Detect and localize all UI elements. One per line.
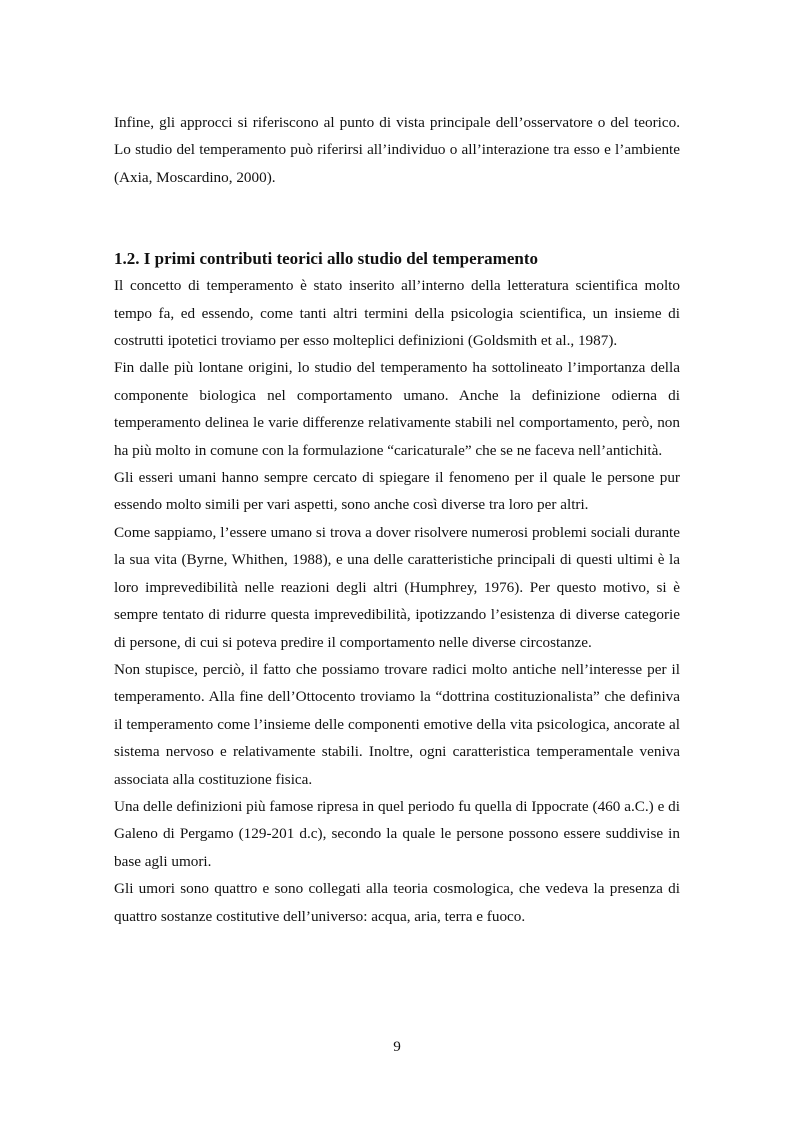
body-paragraph: Gli esseri umani hanno sempre cercato di spiegare il fenomeno per il quale le persone pur essendo molto simili per vari aspetti, sono anche così diverse tra loro per altri. [114,469,680,514]
body-paragraph: Fin dalle più lontane origini, lo studio del temperamento ha sottolineato l’importanza della componente biologica nel comportamento umano. Anche la definizione odierna di temperamento delinea le varie differenze relativamente stabili nel comportamento, però, non ha più molto in comune con la formulazione “caricaturale” che se ne faceva nell’antichità. [114,359,680,459]
section-title: 1.2. I primi contributi teorici allo studio del temperamento [114,249,539,269]
page-body [114,109,680,930]
body-paragraph: Una delle definizioni più famose ripresa in quel periodo fu quella di Ippocrate (460 a.C.) e di Galeno di Pergamo (129-201 d.c), secondo la quale le persone possono essere suddivise in base agli umori. [114,797,680,870]
body-paragraph: Gli umori sono quattro e sono collegati alla teoria cosmologica, che vedeva la presenza di quattro sostanze costitutive dell’universo: acqua, aria, terra e fuoco. [114,880,680,925]
section-spacer [114,191,680,245]
body-paragraph: Come sappiamo, l’essere umano si trova a dover risolvere numerosi problemi sociali durante la sua vita (Byrne, Whithen, 1988), e una delle caratteristiche principali di questi ultimi è la loro imprevedibilità nelle reazioni degli altri (Humphrey, 1976). Per questo motivo, si è sempre tentato di ridurre questa imprevedibilità, ipotizzando l’esistenza di diverse categorie di persone, di cui si poteva predire il comportamento nelle diverse circostanze. [114,523,680,651]
body-paragraph: Il concetto di temperamento è stato inserito all’interno della letteratura scientifica molto tempo fa, ed essendo, come tanti altri termini della psicologia scientifica, un insieme di costrutti ipotetici troviamo per esso molteplici definizioni (Goldsmith et al., 1987). [114,277,680,350]
page-number: 9 [393,1038,401,1055]
body-paragraph: Non stupisce, perciò, il fatto che possiamo trovare radici molto antiche nell’interesse per il temperamento. Alla fine dell’Ottocento troviamo la “dottrina costituzionalista” che definiva il temperamento come l’insieme delle componenti emotive della vita psicologica, ancorate al sistema nervoso e relativamente stabili. Inoltre, ogni caratteristica temperamentale veniva associata alla costituzione fisica. [114,660,680,788]
intro-paragraph: Infine, gli approcci si riferiscono al punto di vista principale dell’osservatore o del teorico. Lo studio del temperamento può riferirsi all’individuo o all’interazione tra esso e l’ambiente (Axia, Moscardino, 2000). [114,114,680,186]
